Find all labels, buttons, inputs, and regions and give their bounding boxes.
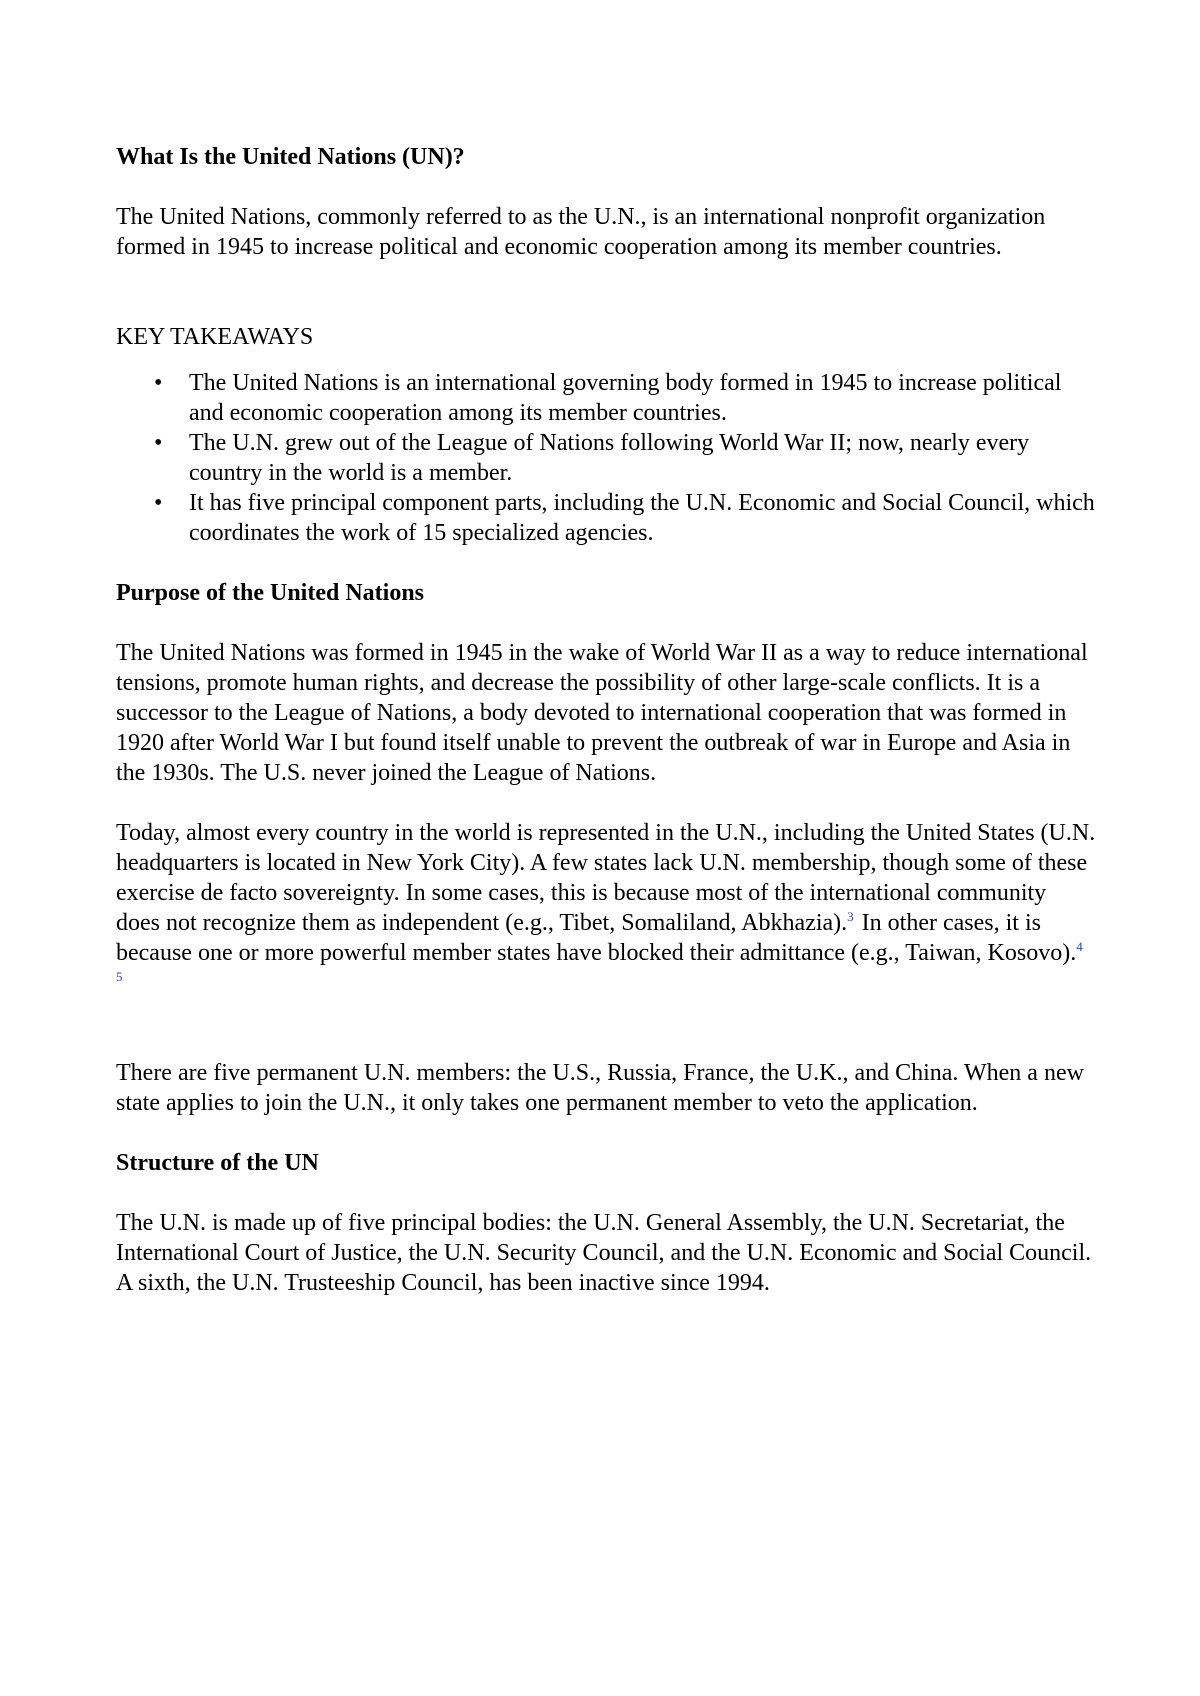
purpose-paragraph-3: There are five permanent U.N. members: the U.S., Russia, France, the U.K., and China. When a new state applies to join the U.N., it only takes one permanent member to veto the application. — [116, 1060, 1084, 1116]
list-item — [116, 368, 1096, 428]
list-item — [116, 488, 1096, 548]
structure-paragraph-1: The U.N. is made up of five principal bodies: the U.N. General Assembly, the U.N. Secretariat, the International Court of Justice, the U.N. Security Council, and the U.N. Economic and Social Council. A sixth, the U.N. Trusteeship Council, has been inactive since 1994. — [116, 1210, 1092, 1296]
purpose-paragraph-1: The United Nations was formed in 1945 in the wake of World War II as a way to reduce international tensions, promote human rights, and decrease the possibility of other large-scale conflicts. It is a successor to the League of Nations, a body devoted to international cooperation that was formed in 1920 after World War I but found itself unable to prevent the outbreak of war in Europe and Asia in the 1930s. The U.S. never joined the League of Nations. — [116, 640, 1088, 786]
footnote-link-4-5[interactable]: 4 5 — [116, 939, 1085, 984]
purpose-paragraph-2 — [116, 818, 1096, 998]
purpose-paragraph-2-text-a: Today, almost every country in the world is represented in the U.N., including the United States (U.N. headquarters is located in New York City). A few states lack U.N. membership, though some of these exercise de facto sovereignty. In some cases, this is because most of the international community does not recognize them as independent (e.g., Tibet, Somaliland, Abkhazia). — [116, 820, 1096, 936]
page-title: What Is the United Nations (UN)? — [116, 144, 465, 170]
list-item-text: The U.N. grew out of the League of Nations following World War II; now, nearly every country in the world is a member. — [189, 430, 1030, 486]
list-item — [116, 428, 1096, 488]
bullet-icon: • — [154, 370, 163, 396]
footnote-link-3[interactable]: 3 — [847, 909, 856, 924]
list-item-text: It has five principal component parts, including the U.N. Economic and Social Council, which coordinates the work of 15 specialized agencies. — [189, 490, 1095, 546]
structure-heading: Structure of the UN — [116, 1150, 319, 1176]
bullet-icon: • — [154, 490, 163, 516]
key-takeaways-list — [116, 368, 1096, 548]
bullet-icon: • — [154, 430, 163, 456]
intro-paragraph: The United Nations, commonly referred to as the U.N., is an international nonprofit organization formed in 1945 to increase political and economic cooperation among its member countries. — [116, 204, 1046, 260]
purpose-heading: Purpose of the United Nations — [116, 580, 425, 606]
document-page — [116, 142, 1096, 1328]
purpose-paragraph-2-text-b: In other cases, it is because one or more powerful member states have blocked their admittance (e.g., Taiwan, Kosovo). — [116, 910, 1077, 966]
list-item-text: The United Nations is an international governing body formed in 1945 to increase political and economic cooperation among its member countries. — [189, 370, 1062, 426]
key-takeaways-heading: KEY TAKEAWAYS — [116, 324, 314, 350]
